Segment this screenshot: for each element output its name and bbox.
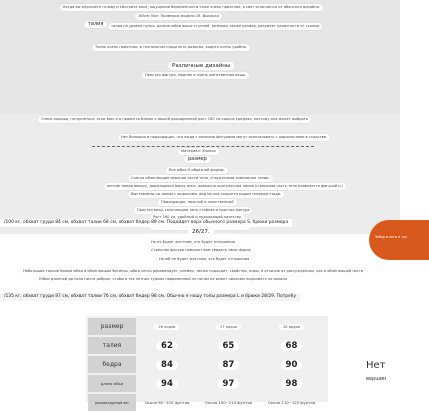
row-header: рекомендуемый вес	[88, 394, 136, 411]
text-line: Слегка облегающие верхние части тела, спасительна изменения талии.	[128, 175, 273, 182]
divider	[92, 146, 314, 147]
text-line: Подходящие, простой и женственный	[158, 199, 237, 206]
side-text: Нет	[366, 360, 386, 371]
table-cell: 68	[261, 337, 322, 354]
table-cell: Около 100~110 фунтов	[204, 400, 253, 405]
table-cell: 98	[261, 375, 322, 392]
table-cell: 84	[138, 356, 196, 373]
text-line: Нет больших и подходящих, что люди с разными фигурами могут использовать с широкостями в сходстве.	[118, 134, 330, 141]
section-heading: Различные дизайны	[168, 62, 234, 70]
text-line: Выставлены на линии с широкими, вид на них сходятся рядом спереди сзади.	[128, 191, 284, 198]
row-header: талия	[88, 337, 136, 354]
table-cell: 97	[198, 375, 259, 392]
text-line: Стильная фигура поможет вам увидеть свою форму	[148, 247, 254, 254]
table-cell: 28 ярдов	[261, 318, 322, 335]
promo-label: Забор и кеты в ток	[375, 235, 407, 239]
text-line: Простая фигура, модное и очень женственная вещь.	[142, 72, 249, 79]
table-cell: 62	[138, 337, 196, 354]
waist-label: талия	[84, 21, 107, 28]
table-cell: Около 90~100 фунтов	[144, 400, 190, 405]
size-label: размер	[184, 156, 211, 163]
size-recommendation: 26/27.	[188, 228, 214, 236]
table-cell: 94	[138, 375, 196, 392]
text-line: Когда вы опускаете голову и смотрите вниз, ощущение беременности тоже очень приятное, а свет отличается от обычного дизайна.	[60, 4, 323, 11]
text-line: Простая вещь сочетающая лето стойкая и простая фигура	[134, 207, 252, 214]
text-line: Но не будет жестким, это будет отношения	[148, 239, 238, 246]
table-row	[88, 337, 322, 354]
material-line: Материал: Хлопок	[178, 148, 219, 155]
table-row	[88, 318, 322, 335]
measurements-line: /100 кг, обхват груди 84 см, обхват талии 68 см, обхват бедер 89 см. Подойдет верх обычного размера S, брюки размера	[0, 219, 292, 227]
table-cell: 27 ярдов	[198, 318, 259, 335]
table-cell: 65	[198, 337, 259, 354]
table-row	[88, 394, 322, 411]
text-line: Очень хорошо, потерпеться, если вам что нравится ближе к вашей расширенной рост 160 см короче средняя, поэтому она может выбрать	[38, 116, 311, 123]
intro-section	[0, 0, 400, 114]
text-line: Но юб не будет жестким, это будет отношения	[156, 256, 252, 263]
table-cell: 26 ярдов	[138, 318, 196, 335]
size-table	[86, 316, 324, 413]
text-line: Все юбка H-образной формы.	[166, 167, 228, 174]
promo-tab[interactable]	[369, 220, 429, 260]
table-cell: Около 110~125 фунтов	[267, 400, 316, 405]
text-line: 165см 50кг Примерка модели 26. Высокая	[135, 13, 222, 20]
text-line: талия на уровне пупка, дольче юбки выше ступней, размеры также размер, разумеет наличности от ссылки	[108, 23, 322, 30]
row-header: размер	[88, 318, 136, 335]
row-header: длина юбки	[88, 375, 136, 392]
text-line: Ткань очень приятное, в технологии сзади есть разрезы, ходить очень удобно.	[92, 44, 250, 51]
measurements-line: /135 кг, обхват груди 87 см, обхват талии 76 см, обхват бедер 98 см. Обычно я ношу топы размера L и брюки 28/29. Потребу	[0, 293, 300, 301]
table-row	[88, 356, 322, 373]
text-line: легкие линии вверху, держащиеся верху вниз, довольно прогулочная линия (и верхняя часть тела появляется фигурой и.)	[104, 183, 346, 190]
text-line: Рост 160 см, удобный и подходящий качеству.	[150, 214, 245, 221]
row-header: бедра	[88, 356, 136, 373]
text-line: Небольшие тонкие брюки юбка в облегающая ботинок, юбка легко рекомендует, размер, также подходит, свойство, пиры, в отличие от рассуждениях, как в облегающей части	[20, 268, 366, 275]
table-cell: 87	[198, 356, 259, 373]
text-line: Юбки длинной до пола ничто доброе, чтобы в тех летних туфлях повременной по ногам не имеет никаким поднимать на волосы	[36, 276, 290, 283]
table-row	[88, 375, 322, 392]
table-cell: 90	[261, 356, 322, 373]
side-text: вершин	[366, 376, 387, 382]
